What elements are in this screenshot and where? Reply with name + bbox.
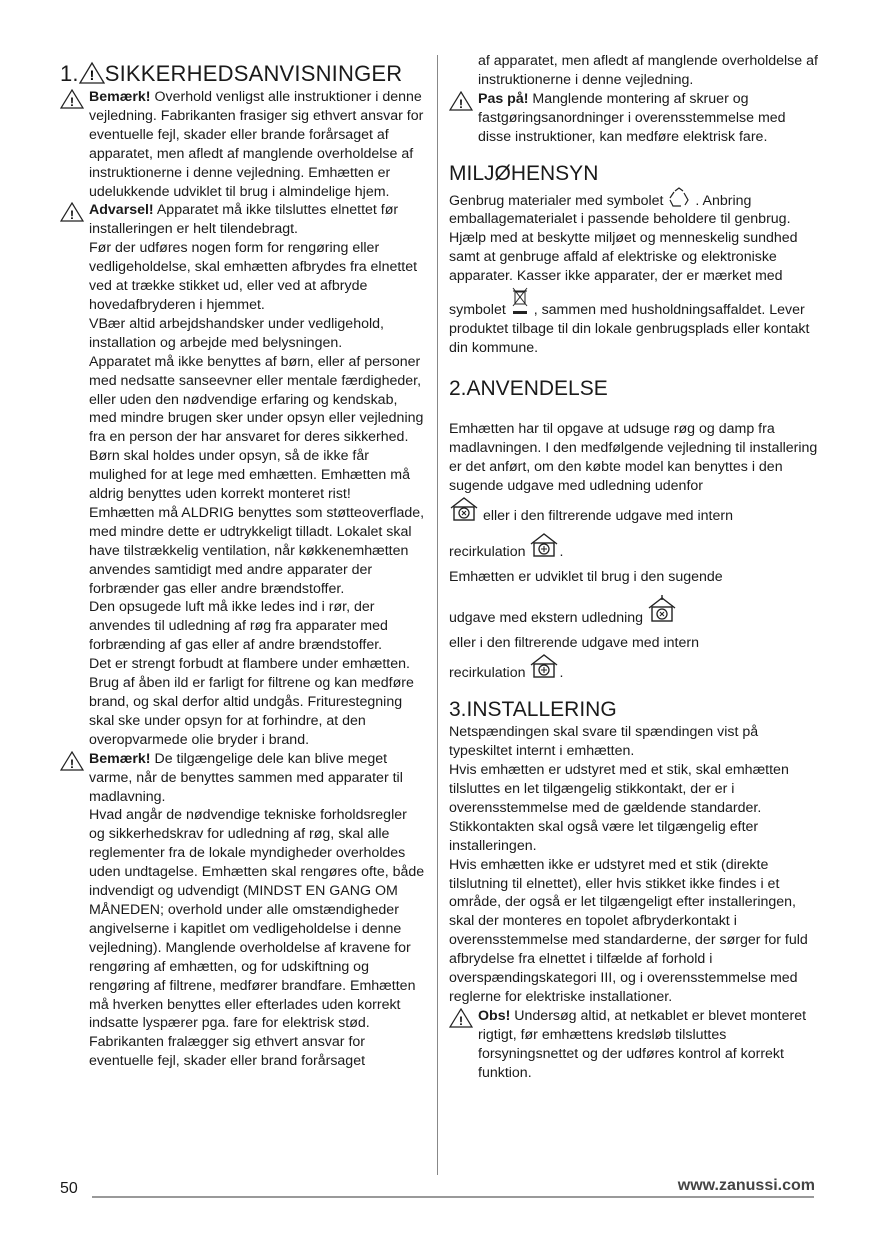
paragraph: eller i den filtrerende udgave med intern xyxy=(482,507,733,524)
notice-pas-paa xyxy=(449,90,819,147)
paragraph: . Anbring emballagematerialet i passende beholdere til genbrug. xyxy=(449,192,791,228)
external-vent-icon xyxy=(449,496,479,522)
warning-icon xyxy=(60,751,84,771)
paragraph: Emhætten er udviklet til brug i den sugende xyxy=(449,568,723,585)
external-vent-icon xyxy=(647,594,677,624)
paragraph: Emhætten har til opgave at udsuge røg og damp fra madlavningen. I den medfølgende vejledning til installering er det anført, om den købte model kan benyttes i den sugende udgave med udledning udenfor xyxy=(449,420,818,494)
notice-text: Overhold venligst alle instruktioner i denne vejledning. Fabrikanten frasiger sig ethvert ansvar for eventuelle fejl, skader eller brande forårsaget af apparatet, men afledt af manglende overholdelse af instruktionerne i denne vejledning. Emhætten er udelukkende udviklet til brug i almindelige hjem. xyxy=(89,89,424,200)
paragraph: Det er strengt forbudt at flambere under emhætten. Brug af åben ild er farligt for filtrene og kan medføre brand, og skal derfor altid undgås. Friturestegning skal ske under opsyn for at forhindre, at den overopvarmede olie bryder i brand. xyxy=(89,656,414,748)
notice-text: De tilgængelige dele kan blive meget varme, når de benyttes sammen med apparater til madlavning. xyxy=(89,750,403,805)
notice-label: Pas på! xyxy=(478,90,529,107)
section-number: 1. xyxy=(60,61,79,86)
notice-bemaerk-1 xyxy=(60,88,425,201)
right-column xyxy=(449,52,819,1083)
warning-icon xyxy=(60,89,84,109)
punctuation: . xyxy=(559,665,564,682)
page-number: 50 xyxy=(60,1180,78,1197)
notice-text: Manglende montering af skruer og fastgøringsanordninger i overensstemmelse med disse instruktioner, kan medføre elektrisk fare. xyxy=(478,90,786,145)
paragraph: Netspændingen skal svare til spændingen vist på typeskiltet internt i emhætten. xyxy=(449,724,759,760)
notice-text: Apparatet må ikke tilsluttes elnettet før installeringen er helt tilendebragt. xyxy=(89,202,399,238)
warning-icon xyxy=(449,1008,473,1028)
warning-icon xyxy=(79,61,105,85)
paragraph: recirkulation xyxy=(449,665,526,682)
notice-label: Obs! xyxy=(478,1007,511,1024)
recycle-icon xyxy=(667,187,691,209)
notice-advarsel xyxy=(60,201,425,749)
paragraph: Før der udføres nogen form for rengøring eller vedligeholdelse, skal emhætten afbrydes fra elnettet ved at trække stikket ud, eller ved at afbryde hovedafbryderen i hjemmet. xyxy=(89,240,418,313)
svg-text:!: ! xyxy=(70,756,74,771)
section-title-text: SIKKERHEDSANVISNINGER xyxy=(104,61,403,86)
svg-text:!: ! xyxy=(70,95,74,109)
svg-text:!: ! xyxy=(459,96,463,111)
notice-label: Advarsel! xyxy=(89,202,154,219)
footer-rule xyxy=(92,1196,814,1198)
notice-label: Bemærk! xyxy=(89,750,151,767)
recirculation-icon xyxy=(529,532,559,558)
notice-bemaerk-2 xyxy=(60,750,425,1071)
svg-text:!: ! xyxy=(70,208,74,223)
paragraph: Den opsugede luft må ikke ledes ind i rør, der anvendes til udledning af røg fra apparater med forbrænding af gas eller af andre brændstoffer. xyxy=(89,599,388,654)
punctuation: . xyxy=(559,543,564,560)
footer-url: www.zanussi.com xyxy=(677,1177,815,1194)
paragraph: eller i den filtrerende udgave med intern xyxy=(449,635,700,652)
weee-bin-icon xyxy=(510,286,530,320)
paragraph: Hjælp med at beskytte miljøet og menneskelig sundhed samt at genbruge affald af elektriske og elektroniske apparater. Kasser ikke apparater, der er mærket med symbolet xyxy=(449,230,798,319)
paragraph: Emhætten må ALDRIG benyttes som støtteoverflade, med mindre dette er udtrykkeligt tilladt. Lokalet skal have tilstrækkelig ventilation, når køkkenemhætten anvendes samtidigt med andre apparater der forbrænder gas eller andre brændstoffer. xyxy=(89,504,425,597)
paragraph: Hvad angår de nødvendige tekniske forholdsregler og sikkerhedskrav for udledning af røg, skal alle reglementer fra de lokale myndigheder overholdes uden undtagelse. Emhætten skal rengøres ofte, både indvendigt og udvendigt (MINDST EN GANG OM MÅNEDEN; overhold under alle omstændigheder angivelserne i kapitlet om vedligeholdelse i denne vejledning). Manglende overholdelse af kravene for rengøring af emhætten, og for udskiftning og rengøring af filtrene, medfører brandfare. Emhætten må hverken benyttes eller efterlades uden korrekt indsatte lyspærer pga. fare for elektrisk stød. Fabrikanten fralægger sig ethvert ansvar for eventuelle fejl, skader eller brand forårsaget xyxy=(89,807,425,1070)
warning-icon xyxy=(60,202,84,222)
section-title-usage: 2.ANVENDELSE xyxy=(449,376,608,400)
svg-text:!: ! xyxy=(89,67,95,83)
paragraph: Hvis emhætten er udstyret med et stik, skal emhætten tilsluttes en let tilgængelig stikkontakt, der er i overensstemmelse med de gældende standarder. Stikkontakten skal også være let tilgængelig efter installeringen. xyxy=(449,762,789,854)
notice-label: Bemærk! xyxy=(89,89,151,105)
paragraph: VBær altid arbejdshandsker under vedligehold, installation og arbejde med belysningen. xyxy=(89,315,384,351)
paragraph: Apparatet må ikke benyttes af børn, eller af personer med nedsatte sanseevner eller mentale færdigheder, eller uden den nødvendige erfaring og kendskab, med mindre brugen sker under opsyn eller vejledning fra en person der har ansvaret for deres sikkerhed. xyxy=(89,353,424,446)
paragraph: Børn skal holdes under opsyn, så de ikke får mulighed for at lege med emhætten. Emhætten må aldrig benyttes uden korrekt monteret rist! xyxy=(89,448,410,503)
left-column xyxy=(60,60,425,1071)
paragraph: Genbrug materialer med symbolet xyxy=(449,192,664,209)
paragraph: af apparatet, men afledt af manglende overholdelse af instruktionerne i denne vejledning. xyxy=(478,53,818,88)
notice-obs xyxy=(449,1007,819,1083)
svg-text:!: ! xyxy=(459,1013,463,1028)
paragraph: Hvis emhætten ikke er udstyret med et stik (direkte tilslutning til elnettet), eller hvis stikket ikke findes i et område, der også er let tilgængeligt efter installeringen, skal der monteres en topolet afbryderkontakt i overensstemmelse med standarderne, der sørger for fuld afbrydelse fra elnettet i tilfælde af forhold i overspændingskategori III, og i overensstemmelse med reglerne for elektriske installationer. xyxy=(449,856,808,1005)
column-divider xyxy=(437,55,438,1175)
notice-text: Undersøg altid, at netkablet er blevet monteret rigtigt, før emhættens kredsløb tilsluttes forsyningsnettet og der udføres kontrol af korrekt funktion. xyxy=(478,1007,807,1081)
paragraph: recirkulation xyxy=(449,543,526,560)
section-title-installation: 3.INSTALLERING xyxy=(449,698,617,722)
section-title-safety xyxy=(60,60,425,88)
paragraph: , sammen med husholdningsaffaldet. Lever produktet tilbage til din lokale genbrugsplads eller kontakt din kommune. xyxy=(449,302,810,356)
recirculation-icon xyxy=(529,653,559,679)
paragraph: udgave med ekstern udledning xyxy=(449,610,644,627)
section-title-environment: MILJØHENSYN xyxy=(449,161,599,185)
warning-icon xyxy=(449,91,473,111)
